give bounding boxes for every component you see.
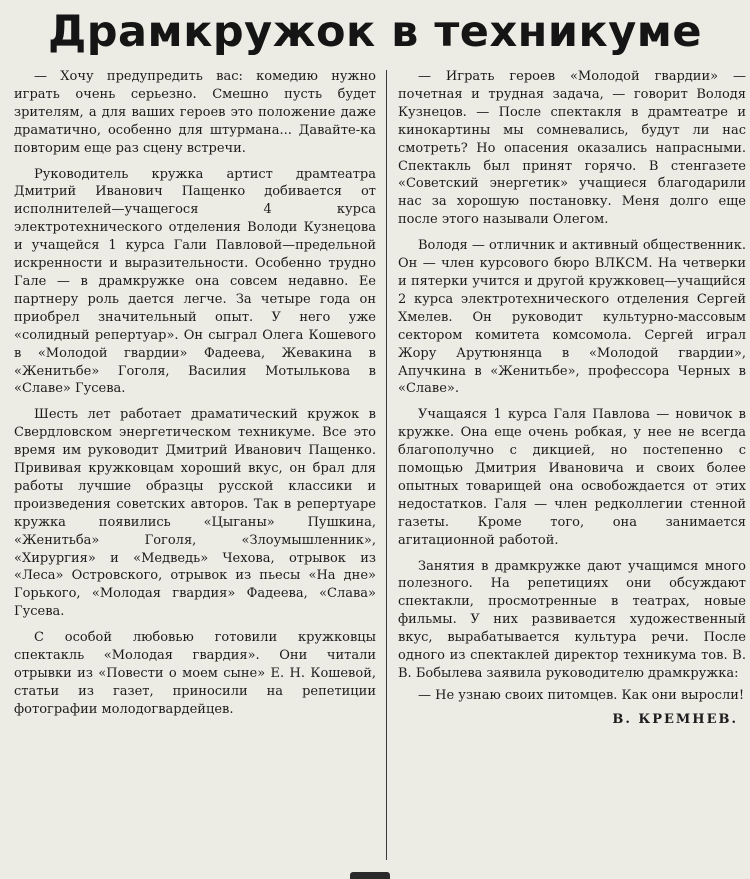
author-signature: В. КРЕМНЕВ. bbox=[612, 711, 738, 727]
paragraph: Занятия в драмкружке дают учащимся много полезного. На репетициях они обсуждают спектакли, просмотренные в театрах, новые фильмы. У них развивается художественный вкус, вырабатывается культура речи. После одного из спектаклей директор техникума тов. В. В. Бобылева заявила руководителю драмкружка: bbox=[398, 558, 746, 681]
paragraph: Володя — отличник и активный общественник. Он — член курсового бюро ВЛКСМ. На четверки и пятерки учится и другой кружковец—учащийся 2 курса электротехнического отделения Сергей Хмелев. Он руководит культурно-массовым сектором комитета комсомола. Сергей играл Жору Арутюнянца в «Молодой гвардии», Апучкина в «Женитьбе», профессора Черных в «Славе». bbox=[398, 238, 746, 397]
right-column bbox=[398, 68, 746, 729]
paragraph: — Не узнаю своих питомцев. Как они выросли! bbox=[418, 687, 745, 703]
paragraph: Учащаяся 1 курса Галя Павлова — новичок в кружке. Она еще очень робкая, у нее не всегда благополучно с дикцией, но постепенно с помощью Дмитрия Ивановича и своих более опытных товарищей она освобождается от этих недостатков. Галя — член редколлегии стенной газеты. Кроме того, она занимается агитационной работой. bbox=[398, 407, 746, 548]
paragraph: — Хочу предупредить вас: комедию нужно играть очень серьезно. Смешно пусть будет зрителям, а для ваших героев это положение даже драматично, особенно для штурмана... Давайте-ка повторим еще раз сцену встречи. bbox=[14, 69, 376, 156]
paragraph: — Играть героев «Молодой гвардии» — почетная и трудная задача, — говорит Володя Кузнецов. — После спектакля в драмтеатре и кинокартины мы сомневались, будут ли нас смотреть? Но опасения оказались напрасными. Спектакль был принят горячо. В стенгазете «Советский энергетик» учащиеся благодарили нас за хорошую постановку. Меня долго еще после этого называли Олегом. bbox=[398, 69, 746, 228]
left-column bbox=[14, 68, 376, 723]
page-edge-mark bbox=[350, 872, 390, 879]
paragraph: Руководитель кружка артист драмтеатра Дмитрий Иванович Пащенко добивается от исполнителей—учащегося 4 курса электротехнического отделения Володи Кузнецова и учащейся 1 курса Гали Павловой—предельной искренности и выразительности. Особенно трудно Гале — в драмкружке она совсем недавно. Ее партнеру роль дается легче. За четыре года он приобрел значительный опыт. У него уже «солидный репертуар». Он сыграл Олега Кошевого в «Молодой гвардии» Фадеева, Жевакина в «Женитьбе» Гоголя, Василия Мотылькова в «Славе» Гусева. bbox=[14, 166, 376, 397]
paragraph: С особой любовью готовили кружковцы спектакль «Молодая гвардия». Они читали отрывки из «Повести о моем сыне» Е. Н. Кошевой, статьи из газет, приносили на репетиции фотографии молодогвардейцев. bbox=[14, 630, 376, 717]
column-divider bbox=[386, 70, 387, 860]
paragraph: Шесть лет работает драматический кружок в Свердловском энергетическом техникуме. Все это время им руководит Дмитрий Иванович Пащенко. Прививая кружковцам хороший вкус, он брал для работы лучшие образцы русской классики и произведения советских авторов. Так в репертуаре кружка появились «Цыганы» Пушкина, «Женитьба» Гоголя, «Злоумышленник», «Хирургия» и «Медведь» Чехова, отрывок из «Леса» Островского, отрывок из пьесы «На дне» Горького, «Молодая гвардия» Фадеева, «Слава» Гусева. bbox=[14, 407, 376, 620]
article-title: Драмкружок в техникуме bbox=[47, 7, 703, 57]
